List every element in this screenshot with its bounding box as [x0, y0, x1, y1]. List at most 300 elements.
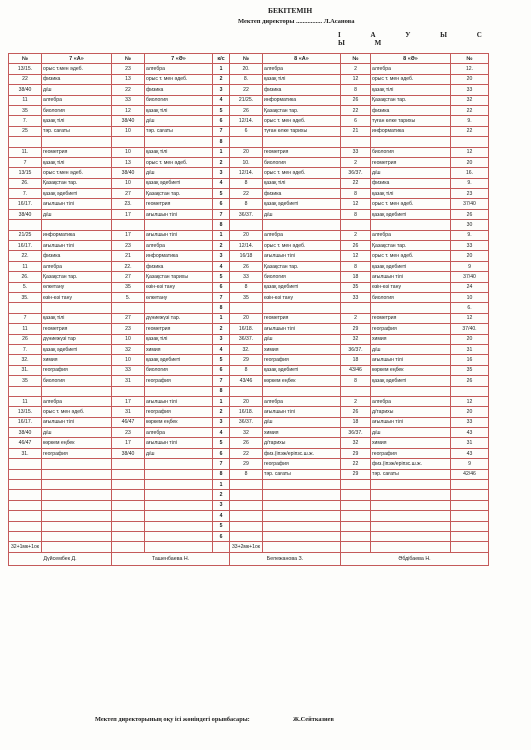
table-cell — [263, 480, 341, 490]
table-cell: 33+2мк+1ок — [230, 542, 263, 552]
table-cell: 16 — [451, 355, 489, 365]
table-cell: информатика — [263, 95, 341, 105]
table-cell: 9 — [451, 261, 489, 271]
table-cell: қазақ тілі — [42, 116, 112, 126]
table-cell: 37/40. — [451, 324, 489, 334]
table-cell — [9, 137, 42, 147]
table-cell: 22 — [230, 189, 263, 199]
table-cell: 32. — [230, 344, 263, 354]
table-cell — [263, 511, 341, 521]
table-cell — [42, 521, 112, 531]
table-cell — [9, 511, 42, 521]
table-cell: физ.(іпэж/еріпзс.ш.ж. — [263, 448, 341, 458]
table-cell: 17 — [112, 438, 145, 448]
table-cell: 12 — [451, 313, 489, 323]
table-cell — [9, 303, 42, 313]
table-row — [9, 490, 489, 500]
table-cell: ағылшын тілі — [145, 209, 213, 219]
table-cell: д/ш — [371, 344, 451, 354]
col-header: № — [341, 54, 371, 64]
table-row — [9, 105, 489, 115]
table-cell: 18 — [341, 355, 371, 365]
table-cell: орыс т. мен әдеб. — [42, 407, 112, 417]
table-cell: алгебра — [371, 230, 451, 240]
table-cell — [230, 511, 263, 521]
table-cell — [112, 521, 145, 531]
table-row — [9, 365, 489, 375]
col-header: к/с — [213, 54, 230, 64]
table-cell: ағылшын тілі — [145, 230, 213, 240]
table-cell: 23 — [112, 428, 145, 438]
table-cell: алгебра — [371, 396, 451, 406]
table-row — [9, 386, 489, 396]
table-cell — [213, 542, 230, 552]
table-cell: 3 — [213, 334, 230, 344]
table-cell: 33 — [112, 95, 145, 105]
table-cell: орыс т. мен әдеб. — [145, 157, 213, 167]
table-cell: география — [145, 376, 213, 386]
table-cell: өзін-өзі тану — [42, 292, 112, 302]
table-cell: 12 — [112, 105, 145, 115]
table-cell: Қазақстан тар. — [42, 178, 112, 188]
table-cell: 27 — [112, 272, 145, 282]
table-cell: 11 — [9, 324, 42, 334]
table-cell — [42, 137, 112, 147]
signature-row — [9, 552, 489, 565]
table-cell: д/ш — [145, 168, 213, 178]
table-cell: 6 — [213, 448, 230, 458]
table-cell: өзін-өзі тану — [145, 282, 213, 292]
table-cell: география — [42, 448, 112, 458]
table-cell: 22 — [341, 178, 371, 188]
table-cell: 46/47 — [112, 417, 145, 427]
footer-left: Мектеп директорының оқу ісі жөніндегі орынбасары: — [95, 716, 250, 723]
table-cell: қазақ тілі — [145, 334, 213, 344]
table-cell: қазақ тілі — [145, 105, 213, 115]
table-cell: 17 — [112, 396, 145, 406]
table-cell: 5 — [213, 272, 230, 282]
table-cell: 12 — [341, 199, 371, 209]
table-cell: 10 — [112, 147, 145, 157]
table-cell: 33 — [112, 365, 145, 375]
table-cell: 8 — [341, 376, 371, 386]
table-row — [9, 459, 489, 469]
table-cell: 38/40 — [112, 116, 145, 126]
table-cell: 32. — [9, 355, 42, 365]
table-cell: 7 — [9, 157, 42, 167]
table-cell: 30 — [451, 220, 489, 230]
table-cell: геометрия — [42, 324, 112, 334]
table-cell: 11 — [9, 95, 42, 105]
table-cell: 35 — [9, 105, 42, 115]
schedule-table — [8, 53, 489, 566]
table-cell: қазақ әдебиеті — [145, 178, 213, 188]
table-row — [9, 542, 489, 552]
table-cell: қазақ тілі — [263, 74, 341, 84]
table-cell: 4 — [213, 178, 230, 188]
table-cell — [9, 480, 42, 490]
table-cell: 1 — [213, 313, 230, 323]
table-cell — [230, 303, 263, 313]
table-cell — [42, 542, 112, 552]
table-cell: 32 — [451, 95, 489, 105]
table-cell — [42, 480, 112, 490]
table-cell — [112, 303, 145, 313]
table-cell: 5 — [213, 355, 230, 365]
table-cell — [42, 500, 112, 510]
table-cell: химия — [371, 438, 451, 448]
table-row — [9, 448, 489, 458]
table-cell: 24 — [451, 282, 489, 292]
table-cell: орыс т. мен әдеб. — [371, 74, 451, 84]
table-cell: 20 — [451, 334, 489, 344]
table-cell — [341, 500, 371, 510]
table-cell — [42, 511, 112, 521]
table-cell: 32 — [341, 334, 371, 344]
table-cell: алгебра — [263, 230, 341, 240]
table-cell: 6 — [213, 531, 230, 541]
table-cell: 2 — [213, 324, 230, 334]
table-cell: орыс т. мен әдеб. — [263, 168, 341, 178]
table-cell: көркем еңбек — [145, 417, 213, 427]
table-cell: ағылшын тілі — [42, 199, 112, 209]
table-cell: 13/15 — [9, 168, 42, 178]
table-cell — [42, 459, 112, 469]
table-cell: 38/40 — [9, 428, 42, 438]
table-cell: 18 — [341, 417, 371, 427]
table-cell: 8 — [213, 137, 230, 147]
table-cell: биология — [42, 376, 112, 386]
table-cell: 10 — [112, 355, 145, 365]
table-cell: 1 — [213, 396, 230, 406]
table-cell — [42, 469, 112, 479]
table-cell: 26 — [230, 105, 263, 115]
table-cell — [371, 542, 451, 552]
table-cell — [112, 480, 145, 490]
table-row — [9, 137, 489, 147]
table-cell: 26 — [451, 209, 489, 219]
table-cell: 26. — [9, 178, 42, 188]
table-cell — [371, 386, 451, 396]
table-cell: 3 — [213, 417, 230, 427]
table-cell: ағылшын тілі — [371, 417, 451, 427]
table-cell: 10 — [112, 178, 145, 188]
table-cell: 25 — [9, 126, 42, 136]
table-row — [9, 157, 489, 167]
table-cell — [263, 137, 341, 147]
table-cell: 3 — [213, 251, 230, 261]
table-cell: 26. — [9, 272, 42, 282]
table-cell: 23 — [112, 324, 145, 334]
table-cell: түған өлке тарихы — [371, 116, 451, 126]
table-cell — [145, 386, 213, 396]
table-cell — [263, 490, 341, 500]
table-cell: 26 — [341, 407, 371, 417]
table-cell: д/ш — [145, 448, 213, 458]
table-row — [9, 168, 489, 178]
table-cell: 13/15. — [9, 407, 42, 417]
table-cell: 22 — [112, 85, 145, 95]
table-cell: 16/18 — [230, 251, 263, 261]
table-cell: 7 — [213, 376, 230, 386]
table-cell: геометрия — [371, 157, 451, 167]
table-cell — [230, 220, 263, 230]
table-cell: д/тарихы — [263, 438, 341, 448]
table-cell: 6 — [213, 116, 230, 126]
table-cell: 11. — [9, 147, 42, 157]
table-cell: д/ш — [42, 85, 112, 95]
table-cell: 32 — [230, 428, 263, 438]
table-row — [9, 126, 489, 136]
table-cell: 21 — [341, 126, 371, 136]
table-cell: ағылшын тілі — [145, 438, 213, 448]
table-cell: физ.(іпэж/еріпзс.ш.ж. — [371, 459, 451, 469]
table-cell: қазақ әдебиеті — [145, 355, 213, 365]
table-cell: алгебра — [145, 428, 213, 438]
table-cell: д/ш — [263, 417, 341, 427]
table-cell: 32+1мк+1ок — [9, 542, 42, 552]
table-cell — [145, 542, 213, 552]
table-cell: 13/15. — [9, 64, 42, 74]
table-cell: орыс т. мен әдеб. — [371, 199, 451, 209]
table-cell: 35 — [451, 365, 489, 375]
table-cell: 12 — [451, 396, 489, 406]
table-cell: 2 — [213, 241, 230, 251]
table-cell — [451, 137, 489, 147]
table-cell: д/ш — [145, 116, 213, 126]
table-cell — [371, 531, 451, 541]
table-cell: информатика — [371, 126, 451, 136]
table-cell: 36/37. — [341, 168, 371, 178]
table-cell: 8 — [213, 220, 230, 230]
table-row — [9, 292, 489, 302]
table-cell: 4 — [213, 511, 230, 521]
table-cell: 5 — [213, 438, 230, 448]
table-cell: физика — [371, 105, 451, 115]
table-cell: 31 — [112, 376, 145, 386]
table-cell: 20 — [451, 74, 489, 84]
table-row — [9, 95, 489, 105]
table-cell: ағылшын тілі — [371, 272, 451, 282]
table-cell: 2 — [341, 396, 371, 406]
signature: Бепежанова З. — [230, 552, 341, 565]
table-cell — [9, 459, 42, 469]
table-cell — [145, 459, 213, 469]
table-cell: 16/17. — [9, 241, 42, 251]
table-cell: геометрия — [263, 147, 341, 157]
table-cell — [9, 500, 42, 510]
table-cell — [341, 480, 371, 490]
table-cell — [112, 459, 145, 469]
table-cell — [341, 521, 371, 531]
table-cell: Қазақстан тар. — [145, 189, 213, 199]
table-cell: 32 — [112, 344, 145, 354]
table-cell: ағылшын тілі — [263, 407, 341, 417]
table-cell: 26 — [230, 261, 263, 271]
table-cell: биология — [145, 95, 213, 105]
table-cell: ағылшын тілі — [145, 396, 213, 406]
schedule-body — [9, 64, 489, 552]
table-cell — [230, 386, 263, 396]
table-cell: тәр. сағаты — [145, 126, 213, 136]
table-cell: 18 — [341, 272, 371, 282]
footer-right: Ж.Сейтказиев — [292, 716, 334, 723]
table-cell: география — [371, 324, 451, 334]
table-cell: 16. — [451, 168, 489, 178]
table-cell: алгебра — [42, 396, 112, 406]
table-row — [9, 417, 489, 427]
table-cell: 6 — [230, 126, 263, 136]
table-cell — [371, 500, 451, 510]
table-cell — [9, 220, 42, 230]
table-cell: 36/37. — [230, 334, 263, 344]
table-cell: 13 — [112, 74, 145, 84]
table-cell: 22. — [112, 261, 145, 271]
table-cell: 35 — [230, 292, 263, 302]
table-cell — [112, 531, 145, 541]
col-header: 8 «А» — [263, 54, 341, 64]
table-cell: 3 — [213, 500, 230, 510]
table-cell: 35. — [9, 292, 42, 302]
table-cell: 10 — [112, 126, 145, 136]
table-cell — [112, 490, 145, 500]
table-cell: 22 — [341, 105, 371, 115]
table-cell — [451, 500, 489, 510]
table-cell: 2 — [341, 157, 371, 167]
table-cell: қазақ тілі — [371, 85, 451, 95]
table-cell: геометрия — [145, 324, 213, 334]
table-cell: 16/18. — [230, 407, 263, 417]
table-cell — [145, 490, 213, 500]
table-cell: 27 — [112, 189, 145, 199]
table-cell: көркем еңбек — [371, 365, 451, 375]
table-cell — [371, 511, 451, 521]
table-cell: 8 — [341, 209, 371, 219]
table-cell: 43 — [451, 428, 489, 438]
table-cell — [9, 386, 42, 396]
table-cell: 7 — [213, 292, 230, 302]
table-cell — [230, 500, 263, 510]
table-row — [9, 469, 489, 479]
table-cell — [145, 511, 213, 521]
table-row — [9, 272, 489, 282]
table-cell: көркем еңбек — [42, 438, 112, 448]
table-cell: 11 — [9, 261, 42, 271]
table-cell — [371, 220, 451, 230]
table-cell: 12. — [451, 64, 489, 74]
table-cell: 29 — [230, 459, 263, 469]
table-cell: 2 — [341, 230, 371, 240]
table-cell — [451, 542, 489, 552]
table-cell: 5 — [213, 521, 230, 531]
table-row — [9, 355, 489, 365]
table-cell — [263, 303, 341, 313]
table-cell: 6. — [451, 303, 489, 313]
table-cell: 23. — [112, 199, 145, 209]
table-cell: Қазақстан тар. — [263, 261, 341, 271]
table-cell: орыс т. мен әдеб. — [263, 241, 341, 251]
table-cell — [263, 386, 341, 396]
table-cell: 2 — [213, 74, 230, 84]
table-row — [9, 251, 489, 261]
table-cell — [263, 542, 341, 552]
table-cell: орыс т. мен әдеб. — [145, 74, 213, 84]
table-cell: 4 — [213, 428, 230, 438]
table-cell: 29 — [230, 355, 263, 365]
table-cell — [230, 137, 263, 147]
table-cell: 43 — [451, 448, 489, 458]
col-header: № — [9, 54, 42, 64]
table-row — [9, 521, 489, 531]
table-cell: 33 — [341, 147, 371, 157]
table-cell: 5. — [9, 282, 42, 292]
table-cell: алгебра — [263, 396, 341, 406]
table-row — [9, 500, 489, 510]
table-cell — [341, 220, 371, 230]
table-cell — [451, 521, 489, 531]
table-cell: 8 — [341, 189, 371, 199]
table-cell — [230, 521, 263, 531]
table-cell: 9. — [451, 230, 489, 240]
table-cell: 7 — [9, 313, 42, 323]
table-cell — [371, 137, 451, 147]
table-cell: 16/18. — [230, 324, 263, 334]
table-cell: д/ш — [42, 209, 112, 219]
table-cell: көркем еңбек — [263, 376, 341, 386]
table-cell: 33 — [451, 85, 489, 95]
table-cell: биология — [263, 272, 341, 282]
signature: Әбдібаева Н. — [341, 552, 489, 565]
table-cell: 36/37. — [230, 209, 263, 219]
table-cell: 7. — [9, 116, 42, 126]
table-cell: 9 — [451, 459, 489, 469]
table-cell: 21/25. — [230, 95, 263, 105]
table-cell — [42, 531, 112, 541]
table-cell — [451, 480, 489, 490]
table-cell: 5 — [213, 105, 230, 115]
table-cell: д/ш — [371, 428, 451, 438]
table-cell — [42, 220, 112, 230]
table-cell: геометрия — [371, 313, 451, 323]
table-cell: 20 — [451, 251, 489, 261]
table-cell: 10 — [112, 334, 145, 344]
table-cell: 26 — [230, 438, 263, 448]
table-row — [9, 438, 489, 448]
table-cell: орыс т. мен әдеб. — [263, 116, 341, 126]
table-cell: география — [263, 355, 341, 365]
table-cell — [145, 220, 213, 230]
table-cell — [371, 480, 451, 490]
table-cell: алгебра — [42, 261, 112, 271]
table-cell: 8 — [230, 365, 263, 375]
table-cell: 3 — [213, 168, 230, 178]
table-cell: өзін-өзі тану — [371, 282, 451, 292]
table-cell: физика — [263, 189, 341, 199]
table-cell: 9. — [451, 178, 489, 188]
table-cell: 37/40 — [451, 272, 489, 282]
table-cell: 33 — [451, 417, 489, 427]
table-cell: дүниежүзі тар — [42, 334, 112, 344]
table-cell: өлкетану — [145, 292, 213, 302]
table-cell: 26 — [9, 334, 42, 344]
footer — [95, 716, 334, 723]
table-cell — [230, 531, 263, 541]
table-cell: 35 — [112, 282, 145, 292]
table-cell: 23 — [451, 189, 489, 199]
table-cell — [112, 511, 145, 521]
table-cell: 26 — [341, 241, 371, 251]
table-cell: 20 — [230, 396, 263, 406]
